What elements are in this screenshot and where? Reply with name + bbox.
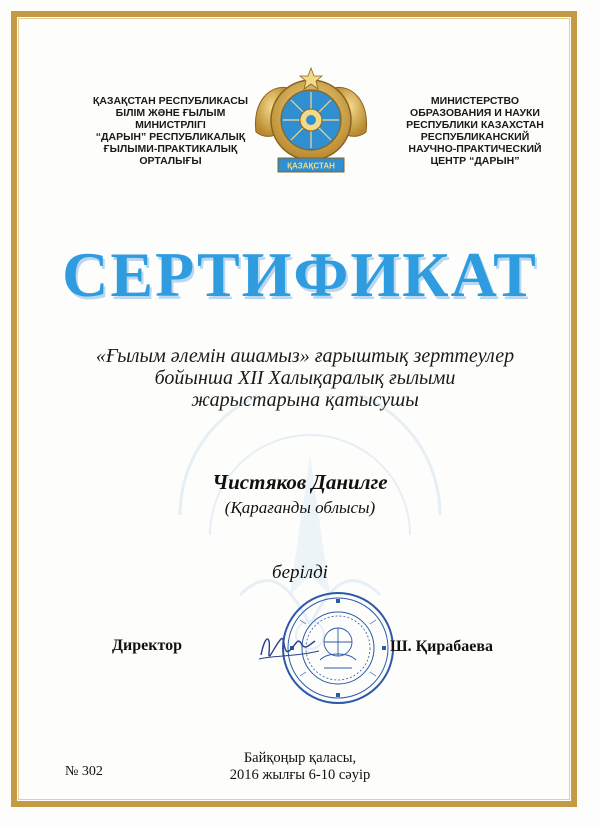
place-line: Байқоңыр қаласы, [243, 750, 357, 766]
header-right-line: ЦЕНТР “ДАРЫН” [430, 155, 520, 167]
header-left-line: “ДАРЫН” РЕСПУБЛИКАЛЫҚ [95, 131, 246, 143]
header-right-russian [400, 95, 550, 167]
header-left-line: ОРТАЛЫҒЫ [139, 155, 202, 167]
header-left-line: ҚАЗАҚСТАН РЕСПУБЛИКАСЫ [92, 95, 249, 107]
awarded-text: берілді [272, 562, 328, 583]
description-line: жарыстарына қатысушы [191, 389, 419, 411]
director-title: Директор [112, 637, 182, 654]
kazakhstan-emblem-icon [248, 62, 374, 182]
header-left-line: МИНИСТРЛІГІ [135, 119, 206, 131]
director-name: Ш. Қирабаева [390, 638, 494, 655]
place-and-date [0, 750, 600, 784]
svg-text:ҚАЗАҚСТАН: ҚАЗАҚСТАН [287, 161, 335, 171]
header-right-line: НАУЧНО-ПРАКТИЧЕСКИЙ [408, 143, 542, 155]
header-right-line: МИНИСТЕРСТВО [430, 95, 520, 107]
certificate-number: № 302 [65, 764, 103, 779]
description-line: «Ғылым әлемін ашамыз» ғарыштық зерттеулер [95, 345, 515, 367]
header-left-line: ҒЫЛЫМИ-ПРАКТИКАЛЫҚ [103, 143, 238, 155]
handwritten-signature-icon [255, 625, 325, 670]
description-line: бойынша XII Халықаралық ғылыми [154, 367, 456, 389]
header-left-line: БІЛІМ ЖӘНЕ ҒЫЛЫМ [115, 107, 226, 119]
header-left-kazakh [78, 95, 263, 167]
recipient-name: Чистяков Данилге [212, 470, 388, 494]
certificate-title: СЕРТИФИКАТ [62, 239, 538, 310]
header-right-line: РЕСПУБЛИКИ КАЗАХСТАН [406, 119, 544, 131]
header-right-line: ОБРАЗОВАНИЯ И НАУКИ [410, 107, 540, 119]
header-right-line: РЕСПУБЛИКАНСКИЙ [420, 131, 530, 143]
date-line: 2016 жылғы 6-10 сәуір [229, 767, 371, 783]
recipient-region: (Қарағанды облысы) [224, 498, 376, 517]
